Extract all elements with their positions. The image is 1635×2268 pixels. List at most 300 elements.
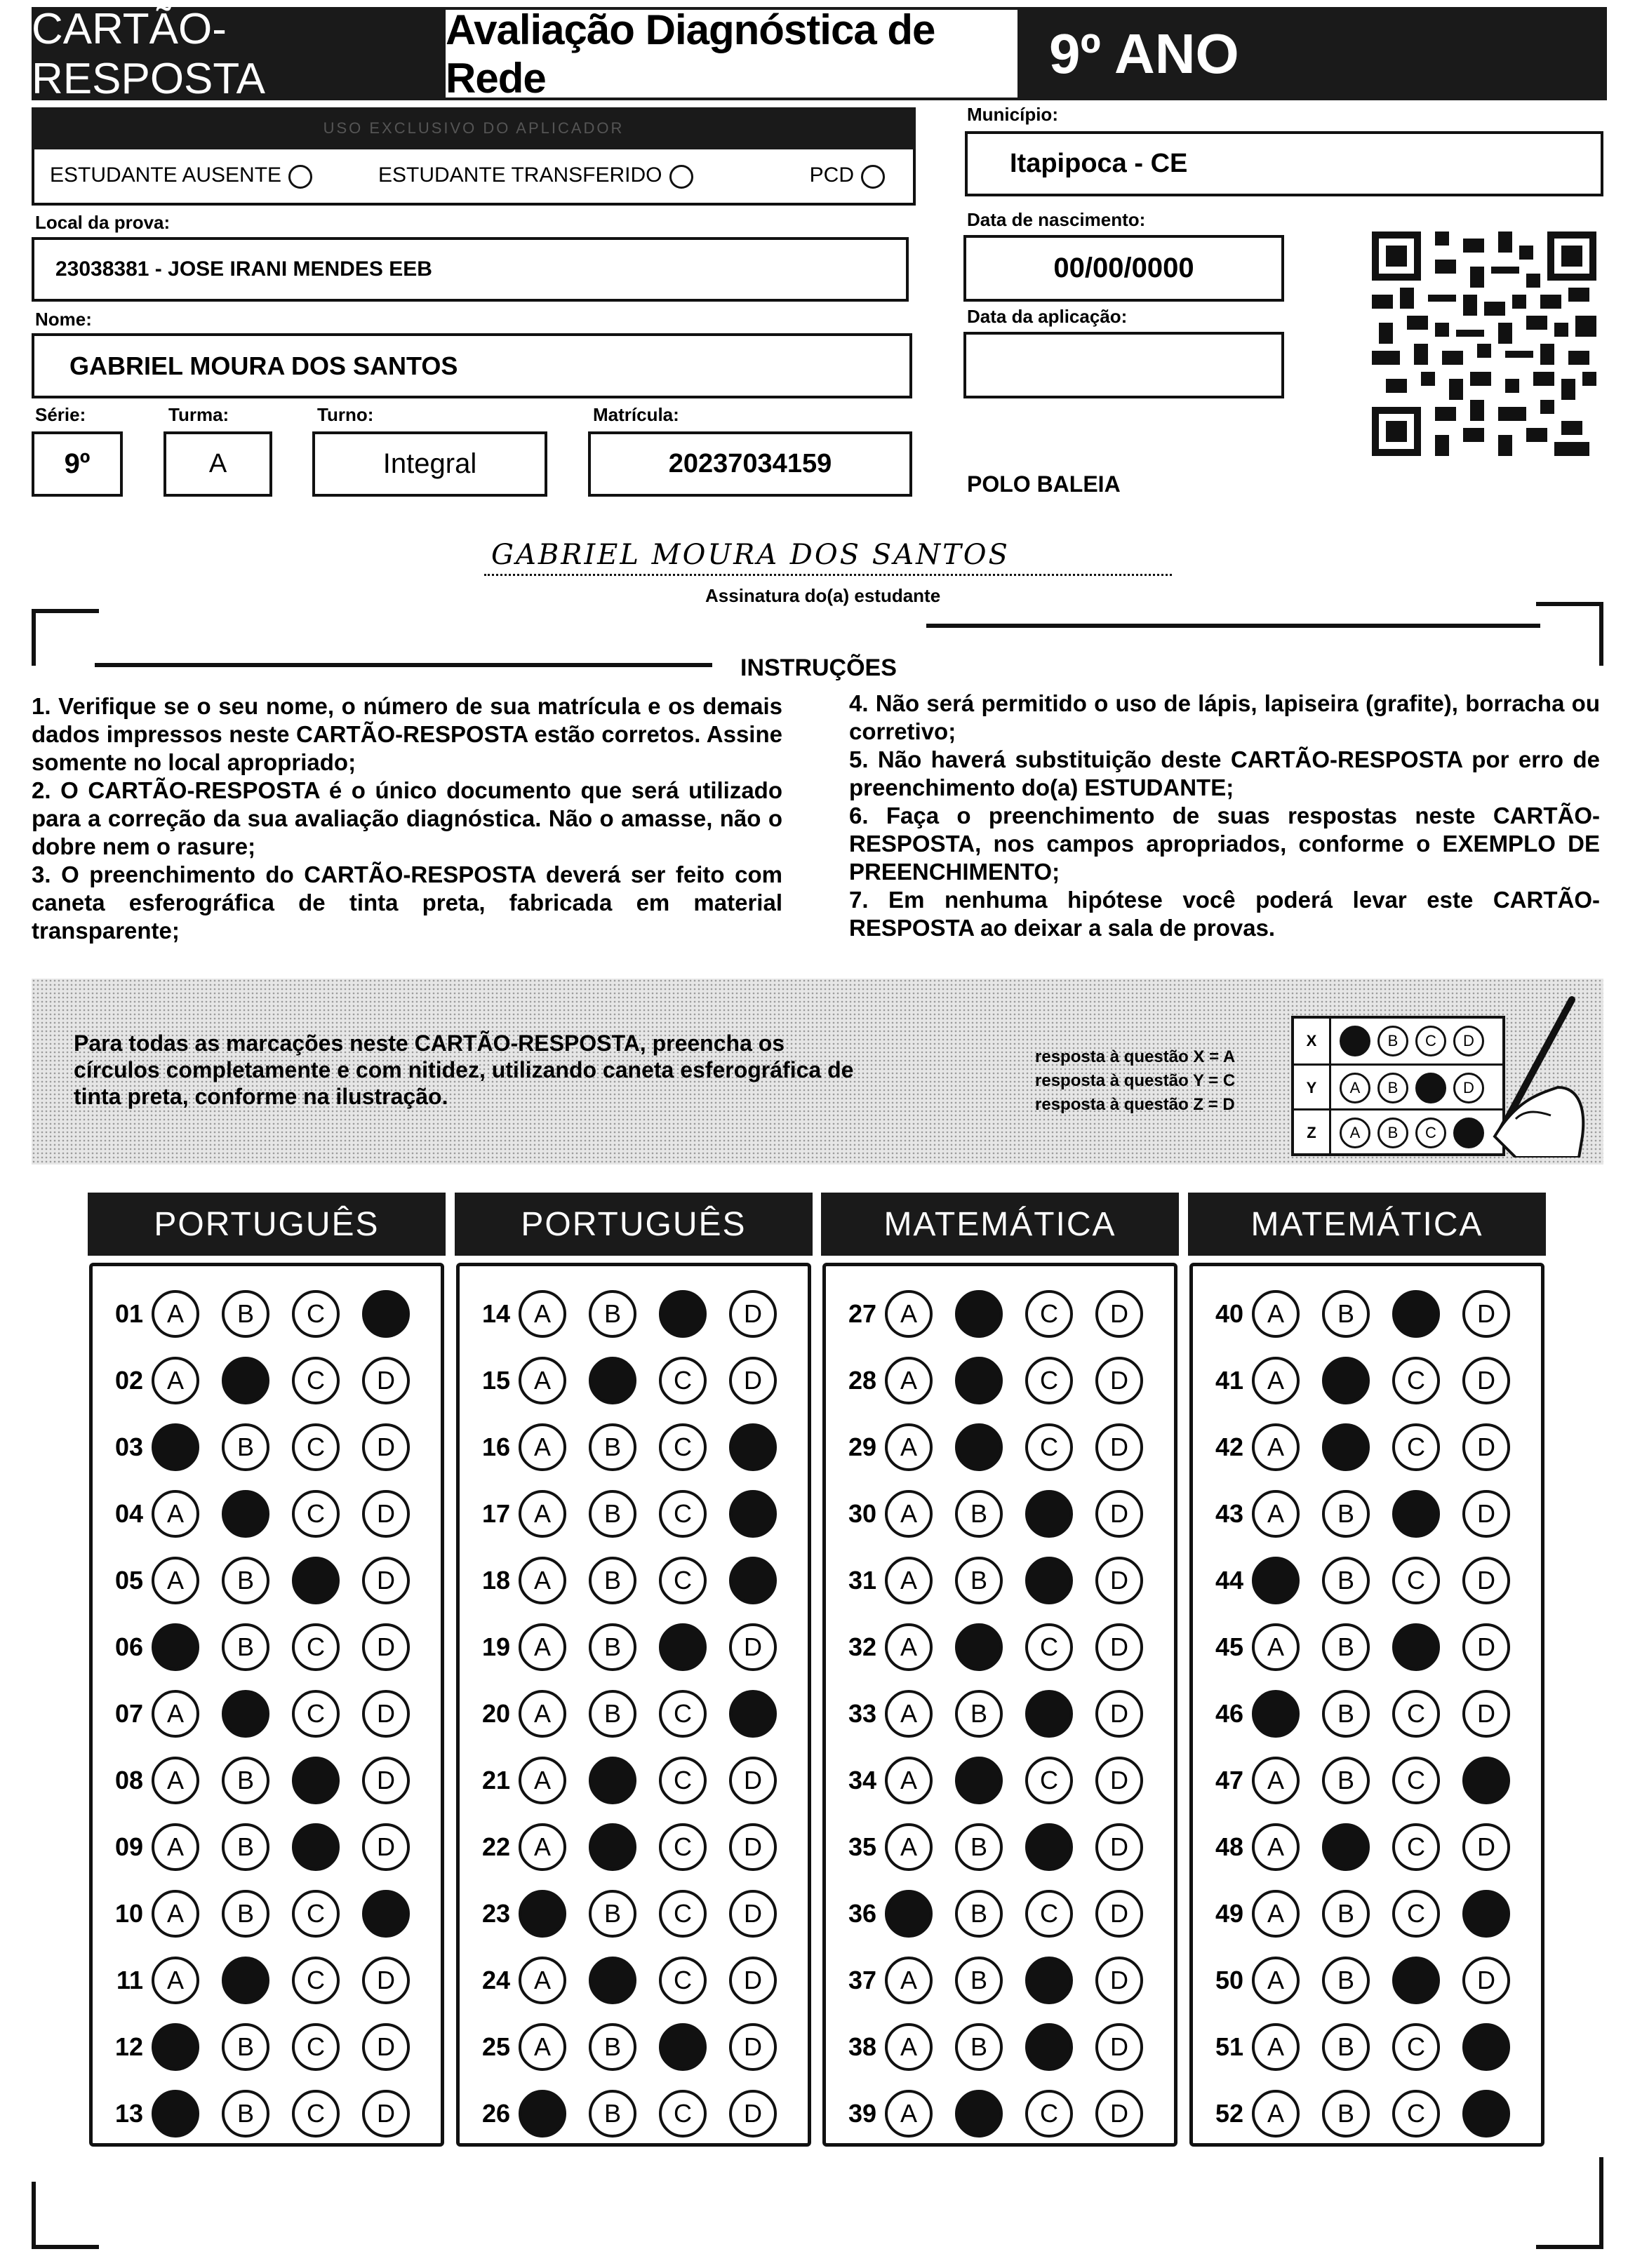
answer-bubble-d[interactable] [729,1490,777,1538]
answer-bubble-b[interactable]: B [589,1423,636,1471]
question-number: 46 [1215,1699,1243,1728]
answer-bubble-d[interactable]: D [1462,1623,1510,1671]
answer-bubble-d[interactable]: D [1462,1690,1510,1738]
answer-bubble-b[interactable] [955,1623,1003,1671]
answer-bubble-c[interactable]: C [659,1423,707,1471]
answer-bubble-c[interactable] [1025,1957,1073,2004]
question-number: 16 [481,1432,510,1461]
nascimento-value: 00/00/0000 [1053,253,1194,283]
answer-bubble-a[interactable]: A [519,1957,566,2004]
answer-bubble-c[interactable] [1025,1823,1073,1871]
answer-bubble-b[interactable]: B [589,2090,636,2138]
signature: GABRIEL MOURA DOS SANTOS [491,539,1010,571]
municipio-value: Itapipoca - CE [1010,149,1188,178]
answer-bubble-a[interactable] [152,2090,199,2138]
answer-bubble-c[interactable]: C [292,1690,340,1738]
example-bubble: B [1377,1026,1408,1056]
answer-bubble-b[interactable]: B [955,2023,1003,2071]
answer-bubble-a[interactable]: A [885,1290,933,1338]
answer-bubble-a[interactable]: A [519,1490,566,1538]
example-bubble: C [1415,1118,1446,1148]
answer-bubble-d[interactable]: D [362,1357,410,1404]
instruction-4: 4. Não será permitido o uso de lápis, lapiseira (grafite), borracha ou corretivo; [849,690,1600,744]
answer-bubble-b[interactable] [955,1757,1003,1804]
answer-bubble-b[interactable]: B [1322,1290,1370,1338]
answer-bubble-a[interactable]: A [519,1757,566,1804]
answer-bubble-d[interactable]: D [1095,1623,1143,1671]
corner-tl [32,609,99,666]
question-number: 27 [848,1299,876,1328]
answer-bubble-a[interactable] [1252,1690,1300,1738]
answer-bubble-a[interactable]: A [519,1557,566,1604]
question-number: 08 [114,1766,143,1794]
answer-bubble-a[interactable]: A [519,1623,566,1671]
answer-bubble-b[interactable] [222,1490,269,1538]
answer-column [89,1263,444,2147]
answer-bubble-a[interactable]: A [1252,1490,1300,1538]
answer-bubble-d[interactable]: D [729,1623,777,1671]
answer-bubble-b[interactable]: B [222,1290,269,1338]
question-number: 39 [848,2099,876,2128]
question-number: 19 [481,1632,510,1661]
question-number: 25 [481,2032,510,2061]
answer-bubble-d[interactable]: D [1095,1890,1143,1938]
question-number: 43 [1215,1499,1243,1528]
answer-bubble-c[interactable]: C [292,1957,340,2004]
answer-bubble-c[interactable]: C [1392,1890,1440,1938]
question-row [93,1286,410,1342]
polo-label: POLO BALEIA [967,471,1121,497]
answer-bubble-c[interactable]: C [1392,1823,1440,1871]
answer-bubble-c[interactable]: C [1025,1357,1073,1404]
answer-bubble-d[interactable]: D [729,1357,777,1404]
answer-bubble-c[interactable] [659,1290,707,1338]
answer-bubble-a[interactable]: A [152,1357,199,1404]
question-row [826,1886,1143,1942]
question-row [93,1552,410,1609]
answer-bubble-d[interactable]: D [729,1957,777,2004]
answer-bubble-d[interactable] [729,1690,777,1738]
answer-bubble-c[interactable]: C [292,1290,340,1338]
local-label: Local da prova: [35,212,171,233]
answer-bubble-b[interactable]: B [222,1890,269,1938]
answer-bubble-d[interactable]: D [1095,1290,1143,1338]
question-number: 48 [1215,1832,1243,1861]
answer-bubble-b[interactable]: B [589,1690,636,1738]
answer-bubble-b[interactable]: B [589,2023,636,2071]
answer-bubble-d[interactable]: D [729,1823,777,1871]
qr-code [1372,232,1596,456]
answer-bubble-d[interactable]: D [1095,1690,1143,1738]
answer-bubble-c[interactable]: C [1392,1757,1440,1804]
answer-bubble-d[interactable]: D [729,2023,777,2071]
answer-bubble-d[interactable]: D [1095,1357,1143,1404]
instruction-6: 6. Faça o preenchimento de suas respostas neste CARTÃO-RESPOSTA, nos campos apropriados, conforme o EXEMPLO DE PREENCHIMENTO; [849,803,1600,885]
example-grid [1291,1016,1505,1156]
pcd-option[interactable]: PCD [810,163,885,188]
answer-bubble-d[interactable]: D [1462,1557,1510,1604]
question-number: 20 [481,1699,510,1728]
answer-bubble-c[interactable]: C [1025,1757,1073,1804]
answer-bubble-b[interactable]: B [1322,1957,1370,2004]
question-row [826,1952,1143,2008]
answer-bubble-a[interactable]: A [519,2023,566,2071]
answer-bubble-c[interactable]: C [292,2090,340,2138]
question-row [93,2086,410,2142]
answer-bubble-c[interactable] [1025,1490,1073,1538]
answer-bubble-b[interactable] [222,1690,269,1738]
answer-bubble-b[interactable] [1322,1423,1370,1471]
answer-bubble-c[interactable]: C [659,1690,707,1738]
absent-option[interactable]: ESTUDANTE AUSENTE [50,163,312,188]
answer-bubble-b[interactable]: B [222,1757,269,1804]
answer-bubble-a[interactable] [152,2023,199,2071]
answer-bubble-d[interactable]: D [362,1957,410,2004]
answer-bubble-a[interactable]: A [1252,2090,1300,2138]
question-number: 38 [848,2032,876,2061]
answer-bubble-c[interactable] [1392,1623,1440,1671]
answer-bubble-d[interactable] [1462,1890,1510,1938]
answer-bubble-c[interactable]: C [1025,1623,1073,1671]
answer-bubble-a[interactable]: A [152,1757,199,1804]
answer-bubble-b[interactable]: B [955,1690,1003,1738]
answer-bubble-c[interactable] [659,2023,707,2071]
answer-bubble-c[interactable]: C [1025,1290,1073,1338]
answer-bubble-b[interactable]: B [1322,1757,1370,1804]
question-number: 41 [1215,1366,1243,1395]
answer-column [456,1263,811,2147]
answer-bubble-d[interactable]: D [1462,1290,1510,1338]
answer-bubble-c[interactable]: C [659,1557,707,1604]
local-value: 23038381 - JOSE IRANI MENDES EEB [55,257,432,281]
column-title: MATEMÁTICA [821,1193,1179,1256]
answer-bubble-b[interactable] [955,2090,1003,2138]
answer-bubble-a[interactable]: A [1252,1290,1300,1338]
question-row [93,1886,410,1942]
question-number: 32 [848,1632,876,1661]
question-row [93,2019,410,2075]
answer-bubble-b[interactable] [589,1357,636,1404]
answer-bubble-a[interactable]: A [885,1490,933,1538]
answer-bubble-a[interactable]: A [885,1823,933,1871]
answer-bubble-d[interactable]: D [362,1557,410,1604]
answer-bubble-a[interactable]: A [885,1623,933,1671]
answer-bubble-d[interactable]: D [729,1890,777,1938]
question-row [93,1752,410,1809]
answer-bubble-a[interactable]: A [519,1423,566,1471]
answer-bubble-c[interactable]: C [1025,1423,1073,1471]
answer-bubble-b[interactable]: B [955,1557,1003,1604]
answer-bubble-a[interactable]: A [1252,1357,1300,1404]
answer-bubble-c[interactable]: C [1392,1690,1440,1738]
answer-bubble-b[interactable] [222,1357,269,1404]
answer-bubble-a[interactable]: A [1252,1823,1300,1871]
answer-bubble-c[interactable]: C [1392,2023,1440,2071]
answer-bubble-d[interactable]: D [362,2090,410,2138]
answer-bubble-d[interactable]: D [1095,1557,1143,1604]
answer-bubble-d[interactable]: D [362,1690,410,1738]
answer-bubble-d[interactable]: D [1095,1423,1143,1471]
answer-bubble-a[interactable] [885,1890,933,1938]
answer-bubble-c[interactable]: C [1025,1890,1073,1938]
answer-bubble-c[interactable] [659,1623,707,1671]
answer-bubble-c[interactable] [292,1757,340,1804]
answer-bubble-d[interactable]: D [362,1423,410,1471]
answer-bubble-b[interactable] [222,1957,269,2004]
answer-bubble-b[interactable]: B [1322,2023,1370,2071]
municipio-label: Município: [967,104,1058,125]
question-row [826,1686,1143,1742]
answer-bubble-c[interactable]: C [292,2023,340,2071]
instruction-1: 1. Verifique se o seu nome, o número de sua matrícula e os demais dados impressos neste CARTÃO-RESPOSTA estão corretos. Assine somente no local apropriado; [32,693,782,775]
answer-bubble-b[interactable]: B [589,1890,636,1938]
answer-bubble-d[interactable]: D [362,1623,410,1671]
answer-bubble-c[interactable]: C [659,1957,707,2004]
question-row [1193,1686,1510,1742]
question-row [460,1286,777,1342]
answer-bubble-a[interactable]: A [1252,1423,1300,1471]
answer-bubble-c[interactable]: C [659,1890,707,1938]
answer-bubble-a[interactable]: A [1252,1890,1300,1938]
answer-bubble-c[interactable] [1392,1957,1440,2004]
answer-bubble-d[interactable] [729,1423,777,1471]
answer-bubble-c[interactable] [1392,1290,1440,1338]
question-row [1193,2019,1510,2075]
answer-bubble-a[interactable]: A [519,1290,566,1338]
answer-bubble-a[interactable]: A [885,1957,933,2004]
answer-bubble-b[interactable]: B [222,2023,269,2071]
transferred-circle[interactable] [669,165,693,189]
answer-bubble-a[interactable]: A [885,2090,933,2138]
answer-bubble-a[interactable]: A [519,1823,566,1871]
answer-bubble-d[interactable]: D [1462,1423,1510,1471]
applicator-banner: USO EXCLUSIVO DO APLICADOR [32,107,916,149]
question-number: 05 [114,1566,143,1595]
question-row [93,1619,410,1675]
answer-bubble-d[interactable] [1462,2023,1510,2071]
answer-bubble-d[interactable]: D [1095,1757,1143,1804]
transferred-option[interactable]: ESTUDANTE TRANSFERIDO [378,163,693,188]
answer-bubble-a[interactable]: A [1252,1623,1300,1671]
nascimento-label: Data de nascimento: [967,209,1146,230]
answer-bubble-c[interactable]: C [1392,2090,1440,2138]
pcd-circle[interactable] [861,165,885,189]
question-number: 52 [1215,2099,1243,2128]
question-row [460,2019,777,2075]
answer-bubble-d[interactable] [362,1890,410,1938]
answer-bubble-d[interactable]: D [1462,1957,1510,2004]
answer-bubble-d[interactable] [729,1557,777,1604]
answer-bubble-a[interactable]: A [152,1890,199,1938]
answer-bubble-c[interactable] [292,1823,340,1871]
answer-bubble-b[interactable] [955,1290,1003,1338]
answer-bubble-d[interactable]: D [1462,1490,1510,1538]
question-row [93,1819,410,1875]
question-number: 51 [1215,2032,1243,2061]
answer-bubble-a[interactable]: A [885,1690,933,1738]
answer-bubble-a[interactable]: A [519,1690,566,1738]
question-number: 24 [481,1966,510,1994]
answer-bubble-c[interactable]: C [292,1623,340,1671]
local-box [32,237,909,302]
answer-bubble-c[interactable]: C [659,2090,707,2138]
answer-bubble-a[interactable] [152,1423,199,1471]
answer-bubble-a[interactable] [152,1623,199,1671]
answer-bubble-b[interactable]: B [1322,1490,1370,1538]
answer-bubble-d[interactable]: D [362,1757,410,1804]
question-row [826,1286,1143,1342]
answer-bubble-c[interactable] [292,1557,340,1604]
answer-bubble-b[interactable]: B [589,1290,636,1338]
answer-bubble-d[interactable]: D [1462,1357,1510,1404]
question-number: 31 [848,1566,876,1595]
answer-bubble-a[interactable]: A [152,1557,199,1604]
question-number: 01 [114,1299,143,1328]
answer-bubble-b[interactable]: B [222,1623,269,1671]
question-row [826,1353,1143,1409]
answer-bubble-d[interactable] [1462,1757,1510,1804]
answer-bubble-b[interactable] [589,1957,636,2004]
question-row [460,1419,777,1475]
answer-bubble-b[interactable] [1322,1823,1370,1871]
answer-bubble-d[interactable]: D [1095,1490,1143,1538]
instruction-2: 2. O CARTÃO-RESPOSTA é o único documento que será utilizado para a correção da sua avaliação diagnóstica. Não o amasse, não o dobre nem o rasure; [32,777,782,859]
example-bubble: A [1340,1073,1370,1103]
answer-bubble-d[interactable]: D [1095,2023,1143,2071]
answer-bubble-b[interactable]: B [1322,2090,1370,2138]
answer-bubble-d[interactable]: D [729,1757,777,1804]
example-bubble [1453,1118,1484,1148]
answer-bubble-a[interactable]: A [885,2023,933,2071]
question-number: 29 [848,1432,876,1461]
answer-bubble-b[interactable]: B [222,1823,269,1871]
question-row [826,2086,1143,2142]
answer-bubble-a[interactable]: A [1252,1757,1300,1804]
answer-bubble-b[interactable]: B [1322,1557,1370,1604]
answer-bubble-d[interactable]: D [729,1290,777,1338]
answer-bubble-d[interactable]: D [1095,1823,1143,1871]
answer-bubble-b[interactable]: B [1322,1623,1370,1671]
question-row [826,1752,1143,1809]
matricula-label: Matrícula: [593,404,679,425]
answer-bubble-b[interactable] [1322,1357,1370,1404]
answer-bubble-a[interactable]: A [152,1957,199,2004]
absent-circle[interactable] [288,165,312,189]
answer-bubble-d[interactable] [362,1290,410,1338]
answer-bubble-c[interactable]: C [292,1357,340,1404]
example-bubble: D [1453,1073,1484,1103]
answer-bubble-a[interactable] [519,2090,566,2138]
instructions-title: INSTRUÇÕES [740,655,897,681]
exam-title: Avaliação Diagnóstica de Rede [446,6,935,102]
answer-bubble-c[interactable]: C [292,1890,340,1938]
answer-bubble-b[interactable]: B [1322,1890,1370,1938]
answer-bubble-b[interactable] [589,1823,636,1871]
answer-bubble-d[interactable]: D [1462,1823,1510,1871]
answer-bubble-c[interactable]: C [659,1357,707,1404]
answer-bubble-b[interactable] [955,1357,1003,1404]
example-row-label: Y [1294,1066,1331,1110]
answer-bubble-c[interactable]: C [659,1757,707,1804]
instructions-right [849,690,1600,942]
answer-bubble-b[interactable]: B [589,1490,636,1538]
aplicacao-label: Data da aplicação: [967,306,1128,327]
answer-bubble-d[interactable]: D [729,2090,777,2138]
answer-bubble-b[interactable] [589,1757,636,1804]
answer-bubble-c[interactable]: C [1392,1557,1440,1604]
answer-bubble-a[interactable]: A [1252,2023,1300,2071]
aplicacao-box[interactable] [963,332,1284,398]
answer-bubble-b[interactable]: B [222,2090,269,2138]
answer-column [1189,1263,1544,2147]
answer-bubble-d[interactable] [1462,2090,1510,2138]
answer-bubble-b[interactable]: B [222,1423,269,1471]
signature-line [484,539,1172,576]
answer-bubble-d[interactable]: D [362,1823,410,1871]
answer-bubble-c[interactable]: C [659,1490,707,1538]
question-number: 06 [114,1632,143,1661]
answer-bubble-c[interactable]: C [1392,1423,1440,1471]
example-row-label: X [1294,1019,1331,1063]
answer-bubble-b[interactable]: B [955,1957,1003,2004]
answer-bubble-b[interactable]: B [955,1890,1003,1938]
answer-bubble-a[interactable] [1252,1557,1300,1604]
turno-label: Turno: [317,404,374,425]
exam-title-box [446,7,1017,100]
answer-bubble-a[interactable]: A [519,1357,566,1404]
answer-bubble-a[interactable]: A [885,1423,933,1471]
question-row [826,1552,1143,1609]
answer-bubble-b[interactable]: B [589,1557,636,1604]
serie-label: Série: [35,404,86,425]
answer-bubble-a[interactable]: A [152,1823,199,1871]
answer-bubble-d[interactable]: D [1095,1957,1143,2004]
answer-bubble-a[interactable]: A [152,1490,199,1538]
answer-bubble-b[interactable]: B [589,1623,636,1671]
answer-bubble-a[interactable]: A [1252,1957,1300,2004]
question-number: 23 [481,1899,510,1928]
answer-bubble-c[interactable] [1025,2023,1073,2071]
answer-bubble-c[interactable]: C [1025,2090,1073,2138]
answer-bubble-a[interactable]: A [885,1557,933,1604]
answer-bubble-b[interactable]: B [955,1823,1003,1871]
answer-bubble-a[interactable]: A [885,1357,933,1404]
answer-bubble-a[interactable]: A [152,1290,199,1338]
answer-bubble-a[interactable]: A [152,1690,199,1738]
answer-bubble-d[interactable]: D [1095,2090,1143,2138]
answer-bubble-b[interactable]: B [1322,1690,1370,1738]
answer-bubble-c[interactable] [1392,1490,1440,1538]
example-bubble: B [1377,1073,1408,1103]
answer-bubble-b[interactable]: B [955,1490,1003,1538]
answer-bubble-b[interactable]: B [222,1557,269,1604]
answer-bubble-c[interactable]: C [659,1823,707,1871]
answer-bubble-a[interactable]: A [885,1757,933,1804]
answer-bubble-a[interactable] [519,1890,566,1938]
serie-value: 9º [64,448,91,479]
answer-bubble-d[interactable]: D [362,1490,410,1538]
answer-bubble-d[interactable]: D [362,2023,410,2071]
question-number: 40 [1215,1299,1243,1328]
answer-bubble-c[interactable] [1025,1690,1073,1738]
question-row [826,1486,1143,1542]
answer-bubble-b[interactable] [955,1423,1003,1471]
answer-bubble-c[interactable]: C [292,1423,340,1471]
answer-bubble-c[interactable]: C [292,1490,340,1538]
column-title: MATEMÁTICA [1188,1193,1546,1256]
answer-bubble-c[interactable] [1025,1557,1073,1604]
answer-bubble-c[interactable]: C [1392,1357,1440,1404]
